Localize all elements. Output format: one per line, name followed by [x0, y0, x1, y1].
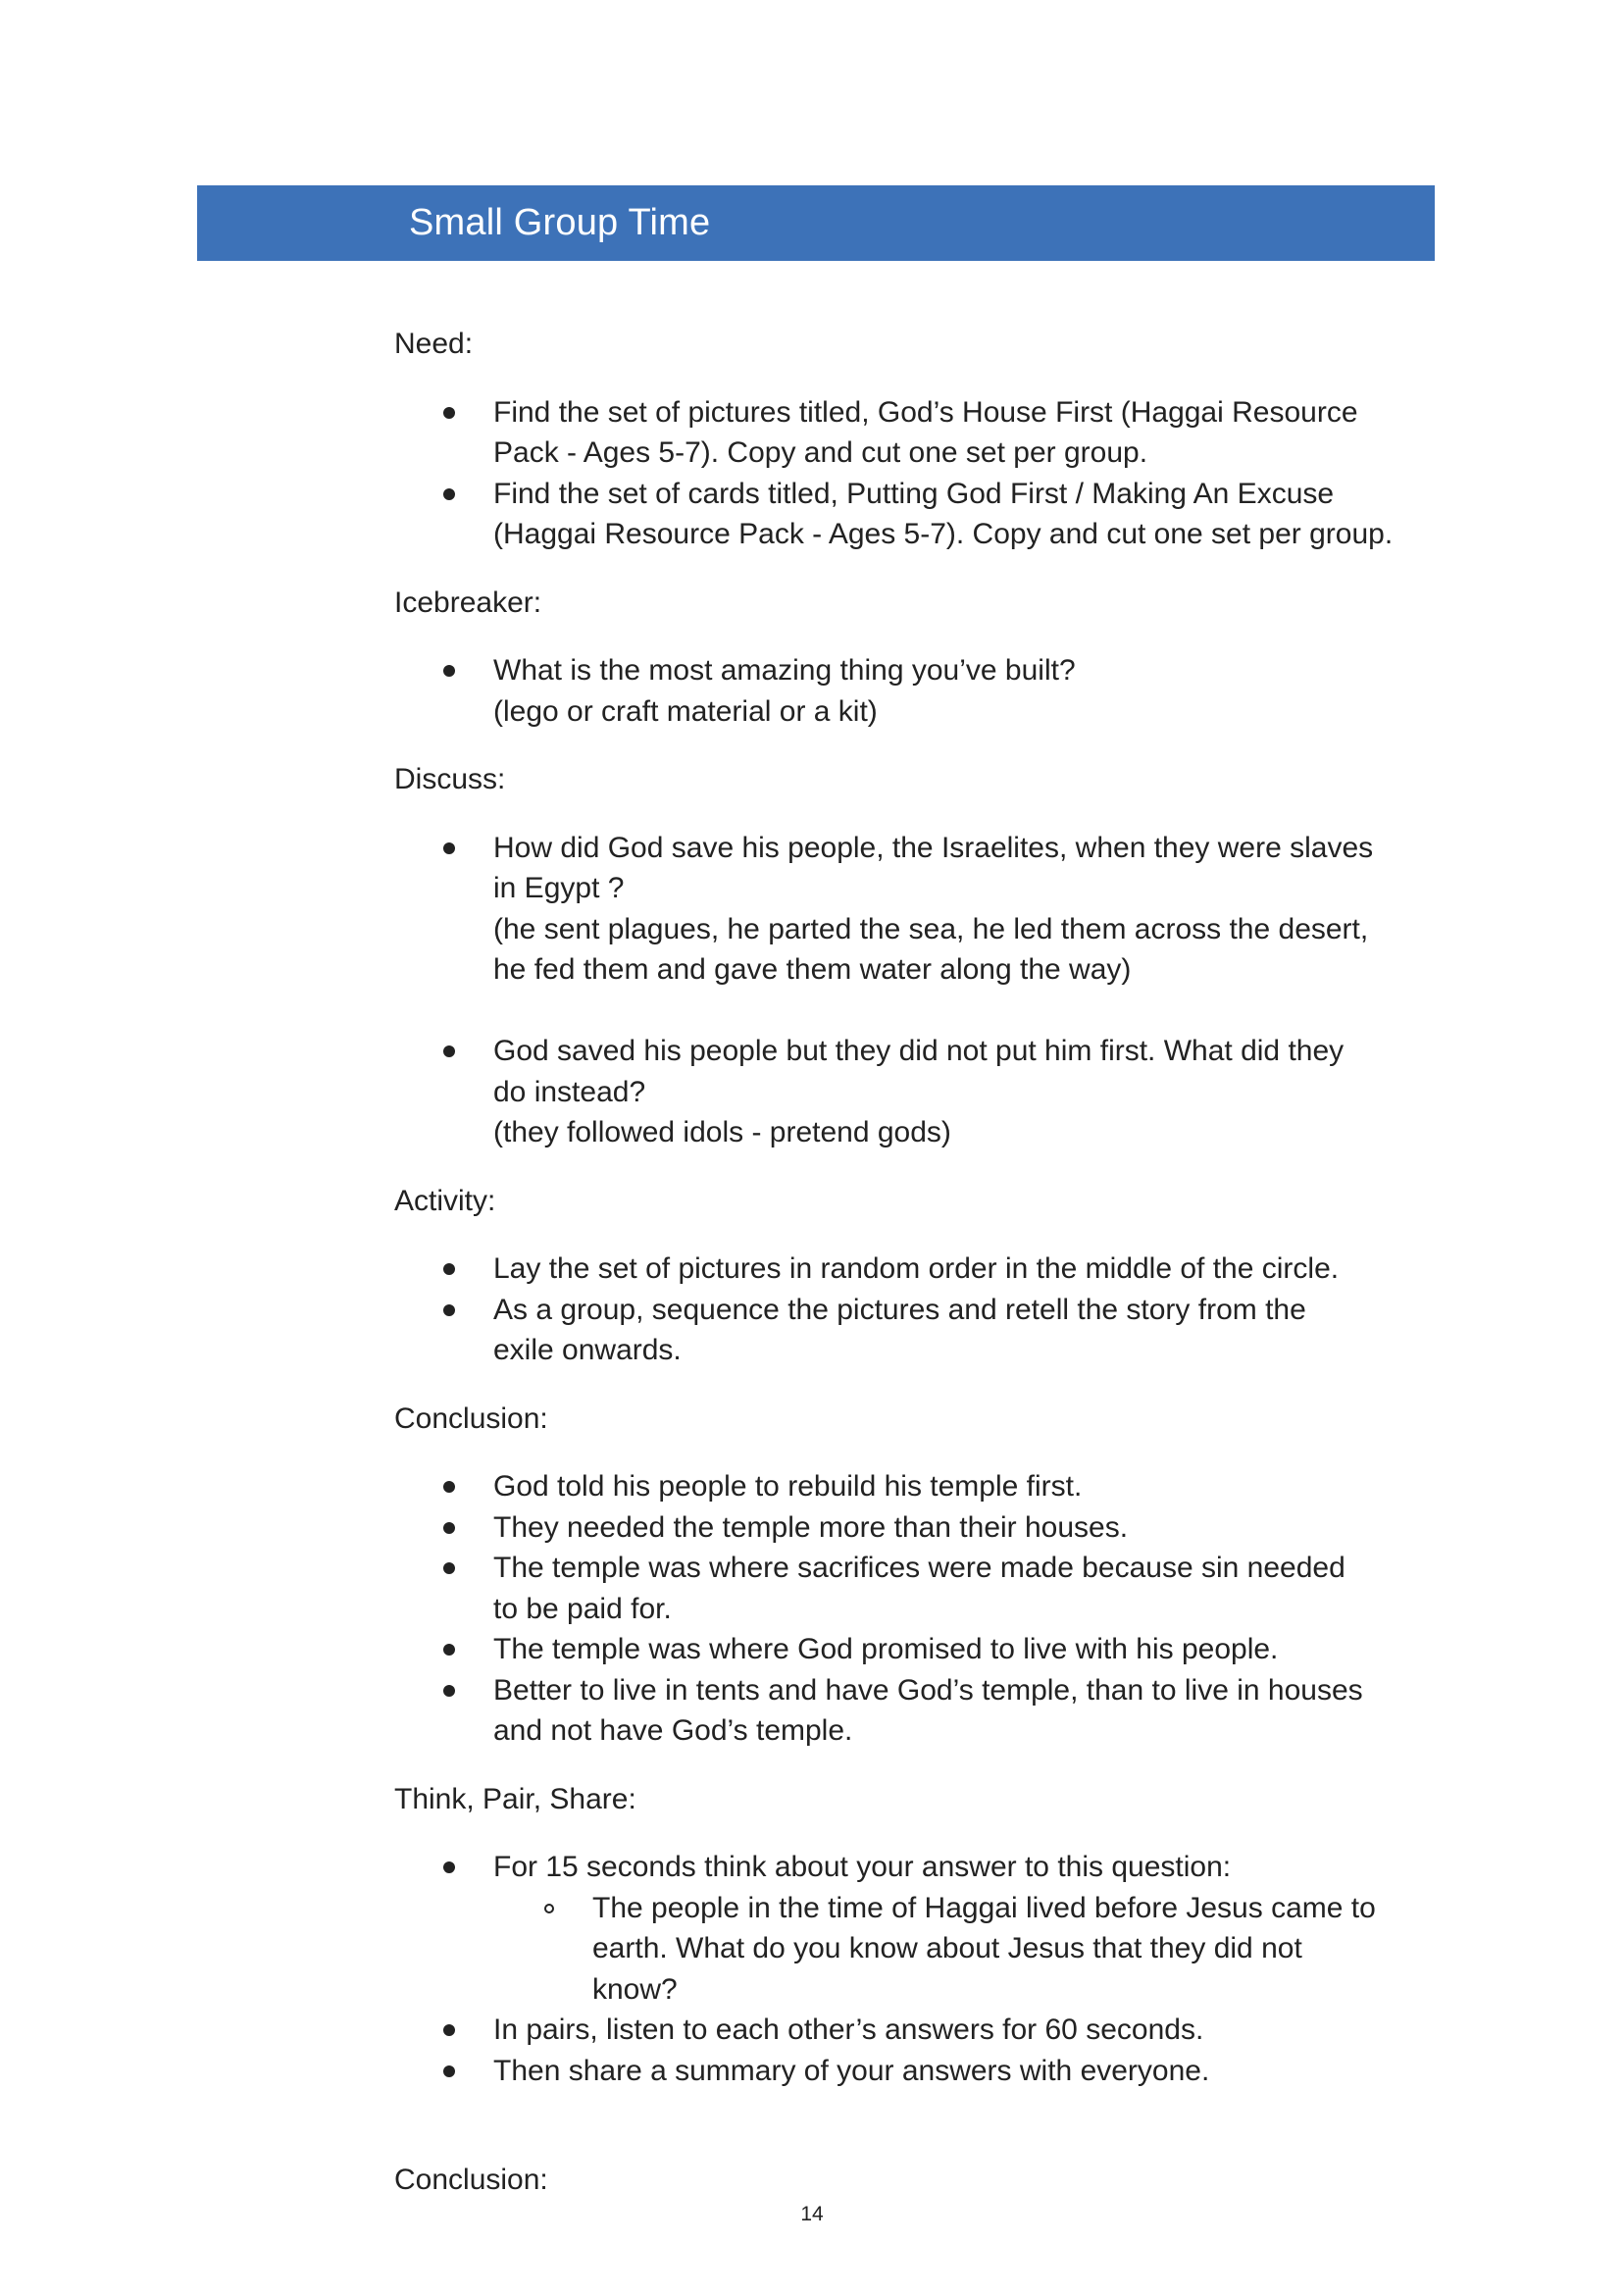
section-title: Small Group Time: [409, 202, 711, 243]
bullet-icon: [443, 1263, 455, 1275]
bullet-icon: [443, 1644, 455, 1656]
bullet-icon: [443, 665, 455, 677]
discuss-list: [394, 828, 1453, 1153]
list-item: In pairs, listen to each other’s answers for 60 seconds.: [394, 2010, 1453, 2051]
hollow-bullet-icon: [544, 1904, 554, 1913]
page-content: [394, 324, 1453, 2200]
icebreaker-heading: Icebreaker:: [394, 586, 542, 619]
list-item: The temple was where God promised to live with his people.: [394, 1629, 1453, 1670]
bullet-icon: [443, 1481, 455, 1493]
think-pair-share-heading: Think, Pair, Share:: [394, 1782, 636, 1815]
list-item: The temple was where sacrifices were made because sin needed to be paid for.: [394, 1548, 1453, 1629]
conclusion-list: [394, 1466, 1453, 1752]
list-item: Find the set of cards titled, Putting God First / Making An Excuse (Haggai Resource Pack - Ages 5-7). Copy and cut one set per group.: [394, 474, 1453, 555]
activity-list: [394, 1249, 1453, 1371]
list-spacer: [394, 2091, 1453, 2132]
bullet-icon: [443, 488, 455, 500]
bullet-icon: [443, 1685, 455, 1697]
list-item: God saved his people but they did not put him first. What did they do instead? (they followed idols - pretend gods): [394, 1031, 1453, 1153]
list-item: They needed the temple more than their houses.: [394, 1507, 1453, 1549]
bullet-icon: [443, 2024, 455, 2036]
list-item: God told his people to rebuild his temple first.: [394, 1466, 1453, 1507]
list-item: How did God save his people, the Israelites, when they were slaves in Egypt ? (he sent plagues, he parted the sea, he led them across the desert, he fed them and gave them water along the way): [394, 828, 1453, 991]
activity-heading: Activity:: [394, 1184, 496, 1217]
list-item: What is the most amazing thing you’ve built? (lego or craft material or a kit): [394, 650, 1453, 732]
conclusion-heading: Conclusion:: [394, 1402, 548, 1435]
list-item: Find the set of pictures titled, God’s House First (Haggai Resource Pack - Ages 5-7). Copy and cut one set per group.: [394, 392, 1453, 474]
page-number: 14: [800, 2203, 824, 2225]
sub-list-item: The people in the time of Haggai lived before Jesus came to earth. What do you know about Jesus that they did not know?: [493, 1888, 1453, 2011]
need-heading: Need:: [394, 328, 474, 360]
icebreaker-list: [394, 650, 1453, 732]
discuss-heading: Discuss:: [394, 763, 506, 795]
list-item: As a group, sequence the pictures and retell the story from the exile onwards.: [394, 1290, 1453, 1371]
think-pair-share-list: [394, 1847, 1453, 2132]
list-item: Lay the set of pictures in random order in the middle of the circle.: [394, 1249, 1453, 1290]
list-spacer: [394, 991, 1453, 1032]
section-banner: [197, 185, 1435, 261]
bullet-icon: [443, 1562, 455, 1574]
conclusion2-heading: Conclusion:: [394, 2163, 548, 2196]
think-sublist: [493, 1888, 1453, 2011]
need-list: [394, 392, 1453, 555]
bullet-icon: [443, 407, 455, 419]
bullet-icon: [443, 1861, 455, 1873]
bullet-icon: [443, 2065, 455, 2077]
bullet-icon: [443, 1522, 455, 1534]
list-item: Then share a summary of your answers with everyone.: [394, 2051, 1453, 2092]
list-item: For 15 seconds think about your answer to this question: The people in the time of Haggai lived before Jesus came to earth. What do you know about Jesus that they did not know?: [394, 1847, 1453, 2010]
bullet-icon: [443, 1304, 455, 1316]
bullet-icon: [443, 1045, 455, 1057]
bullet-icon: [443, 842, 455, 854]
list-item: Better to live in tents and have God’s temple, than to live in houses and not have God’s temple.: [394, 1670, 1453, 1752]
